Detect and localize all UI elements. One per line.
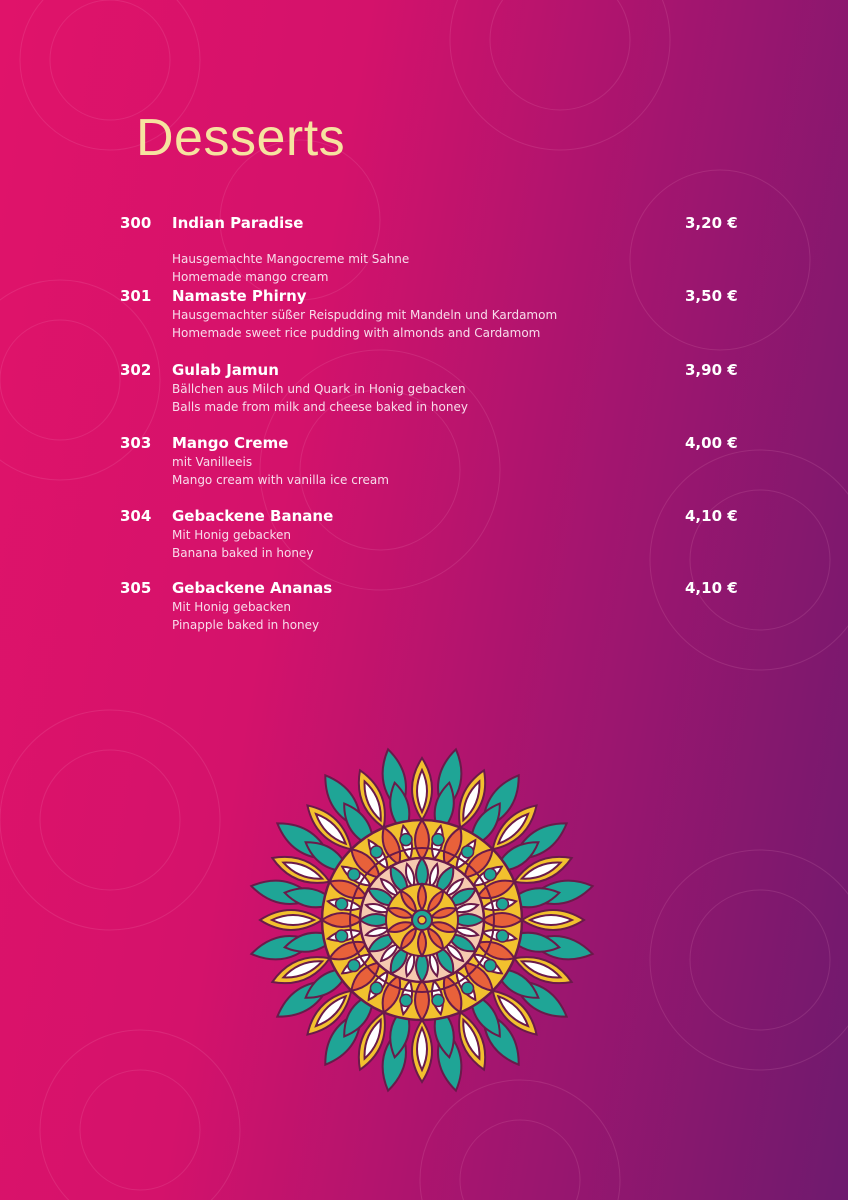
item-number: 300	[120, 214, 152, 232]
item-description-en: Balls made from milk and cheese baked in honey	[172, 400, 468, 414]
item-description-en: Mango cream with vanilla ice cream	[172, 473, 389, 487]
item-description-de: Mit Honig gebacken	[172, 600, 292, 614]
item-description-en: Banana baked in honey	[172, 546, 314, 560]
item-price: 3,50 €	[685, 287, 738, 305]
item-name: Gebackene Ananas	[172, 579, 333, 597]
item-number: 301	[120, 287, 152, 305]
item-name: Mango Creme	[172, 434, 289, 452]
item-description-de: mit Vanilleeis	[172, 455, 253, 469]
item-description-de: Mit Honig gebacken	[172, 528, 292, 542]
item-number: 305	[120, 579, 152, 597]
page-title: Desserts	[136, 109, 346, 167]
item-name: Gulab Jamun	[172, 361, 279, 379]
item-price: 3,20 €	[685, 214, 738, 232]
item-description-de: Hausgemachter süßer Reispudding mit Mandeln und Kardamom	[172, 308, 558, 322]
item-price: 4,10 €	[685, 579, 738, 597]
item-name: Gebackene Banane	[172, 507, 334, 525]
item-price: 4,10 €	[685, 507, 738, 525]
item-number: 304	[120, 507, 152, 525]
item-description-en: Pinapple baked in honey	[172, 618, 320, 632]
item-description-en: Homemade sweet rice pudding with almonds and Cardamom	[172, 326, 541, 340]
item-description-de: Bällchen aus Milch und Quark in Honig gebacken	[172, 382, 466, 396]
mandala-ornament-icon	[246, 744, 598, 1096]
item-price: 4,00 €	[685, 434, 738, 452]
item-number: 303	[120, 434, 152, 452]
item-name: Namaste Phirny	[172, 287, 307, 305]
item-description-de: Hausgemachte Mangocreme mit Sahne	[172, 252, 410, 266]
item-price: 3,90 €	[685, 361, 738, 379]
item-number: 302	[120, 361, 152, 379]
item-description-en: Homemade mango cream	[172, 270, 329, 284]
item-name: Indian Paradise	[172, 214, 304, 232]
